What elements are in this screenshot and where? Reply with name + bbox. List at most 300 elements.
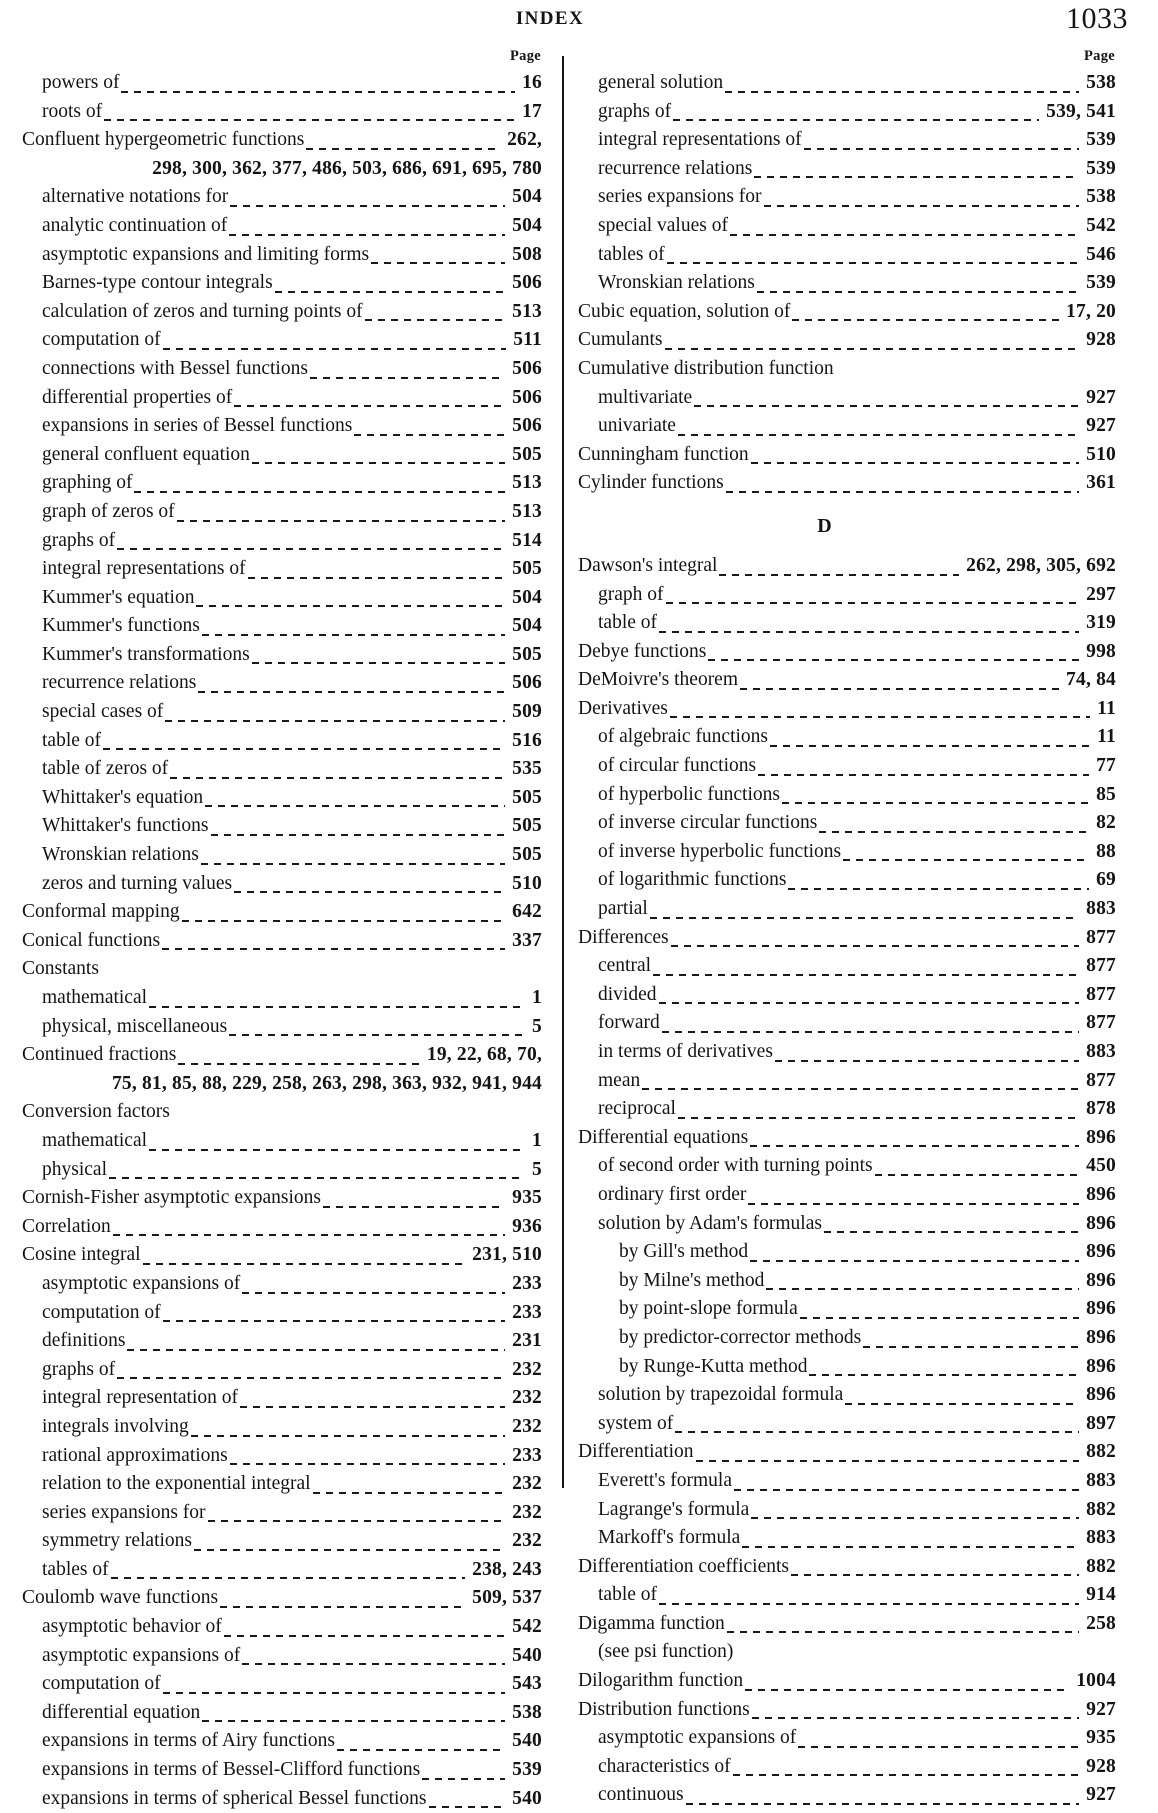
index-entry-label: expansions in series of Bessel functions [42, 415, 353, 437]
index-entry-page-number[interactable]: 513 [512, 472, 542, 494]
index-entry-page-number[interactable]: 542 [1086, 214, 1116, 236]
index-cross-reference: (see psi function) [598, 1641, 734, 1663]
index-entry-page-number[interactable]: 262, [507, 129, 542, 151]
index-entry[interactable] [598, 866, 1116, 895]
index-entry[interactable] [22, 1184, 542, 1213]
index-entry[interactable] [578, 638, 1116, 667]
index-entry-label: Wronskian relations [598, 272, 755, 294]
index-entry[interactable] [598, 1152, 1116, 1181]
index-entry-page-number[interactable]: 361 [1086, 472, 1116, 494]
index-entry[interactable] [42, 1727, 542, 1756]
leader-dots [800, 1305, 1079, 1324]
index-entry-page-number[interactable]: 540 [512, 1644, 542, 1666]
index-entry-label: by Milne's method [619, 1269, 765, 1291]
leader-dots [229, 222, 505, 241]
index-entry[interactable] [578, 469, 1116, 498]
index-entry-page-number[interactable]: 538 [1086, 72, 1116, 93]
index-entry-page-number[interactable]: 543 [512, 1673, 542, 1695]
index-entry-page-number[interactable]: 231 [512, 1330, 542, 1352]
index-entry-page-number[interactable]: 88 [1096, 840, 1116, 862]
index-entry-page-number[interactable]: 504 [512, 186, 542, 208]
index-entry[interactable] [22, 927, 542, 956]
index-entry[interactable] [578, 1610, 1116, 1639]
index-entry-label: Kummer's equation [42, 586, 195, 608]
index-entry[interactable] [42, 755, 542, 784]
index-entry[interactable] [42, 441, 542, 470]
index-entry-page-number[interactable]: 539 [1086, 129, 1116, 151]
index-entry[interactable] [42, 241, 542, 270]
index-entry[interactable] [598, 1753, 1116, 1782]
index-entry-page-number[interactable]: 513 [512, 500, 542, 522]
index-entry-page-number[interactable]: 883 [1086, 1041, 1116, 1062]
index-entry-label: Markoff's formula [598, 1527, 741, 1549]
index-entry-page-number[interactable]: 509, 537 [472, 1587, 542, 1609]
index-entry[interactable] [42, 183, 542, 212]
index-entry-page-number[interactable]: 319 [1086, 612, 1116, 634]
index-entry-page-number[interactable]: 5 [532, 1158, 542, 1180]
index-entry[interactable] [598, 895, 1116, 924]
index-entry-page-number[interactable]: 540 [512, 1730, 542, 1752]
index-entry-page-number[interactable]: 883 [1086, 898, 1116, 920]
index-entry-page-number[interactable]: 927 [1086, 1698, 1116, 1720]
index-entry-page-number[interactable]: 232 [512, 1473, 542, 1495]
leader-dots [804, 136, 1080, 155]
index-entry-page-number[interactable]: 511 [513, 329, 542, 351]
index-entry[interactable] [598, 1524, 1116, 1553]
index-entry-page-number[interactable]: 238, 243 [472, 1558, 542, 1580]
index-entry[interactable] [42, 1499, 542, 1528]
index-entry-page-number[interactable]: 69 [1096, 869, 1116, 891]
index-column-left [22, 48, 542, 1813]
leader-dots [101, 965, 542, 984]
index-entry-label: Cubic equation, solution of [578, 300, 791, 322]
index-entry[interactable] [42, 1470, 542, 1499]
leader-dots [149, 994, 525, 1013]
index-entry[interactable] [598, 126, 1116, 155]
index-entry[interactable] [598, 1781, 1116, 1810]
index-entry-page-number[interactable]: 19, 22, 68, 70, [426, 1044, 542, 1066]
index-entry-page-number[interactable]: 542 [512, 1616, 542, 1638]
index-entry-page-number[interactable]: 17, 20 [1066, 300, 1116, 322]
index-entry-page-number[interactable]: 539, 541 [1046, 100, 1116, 122]
index-entry-page-number[interactable]: 896 [1086, 1269, 1116, 1291]
index-entry-page-number[interactable]: 505 [512, 643, 542, 665]
index-entry-page-number[interactable]: 883 [1086, 1527, 1116, 1549]
index-entry[interactable] [598, 752, 1116, 781]
index-entry-page-number[interactable]: 896 [1086, 1326, 1116, 1348]
index-entry[interactable] [578, 298, 1116, 327]
index-entry[interactable] [22, 898, 542, 927]
leader-dots [194, 1537, 505, 1556]
index-entry-label: table of [598, 1584, 658, 1606]
index-entry-page-number[interactable]: 505 [512, 443, 542, 465]
leader-dots [671, 933, 1080, 952]
index-entry-label: Distribution functions [578, 1698, 750, 1720]
leader-dots [788, 876, 1089, 895]
index-entry-page-number[interactable]: 5 [532, 1015, 542, 1037]
index-entry[interactable] [42, 69, 542, 98]
index-entry-page-number[interactable]: 935 [1086, 1727, 1116, 1749]
index-entry[interactable] [598, 838, 1116, 867]
index-entry-page-number[interactable]: 232 [512, 1358, 542, 1380]
index-entry[interactable] [42, 669, 542, 698]
index-entry-page-number[interactable]: 1004 [1076, 1670, 1116, 1692]
index-entry[interactable] [42, 1270, 542, 1299]
index-entry-page-number[interactable]: 232 [512, 1501, 542, 1523]
index-entry[interactable] [42, 412, 542, 441]
leader-dots [734, 1477, 1079, 1496]
index-entry[interactable] [22, 1241, 542, 1270]
index-entry-page-number[interactable]: 506 [512, 672, 542, 694]
leader-dots [675, 1419, 1079, 1438]
index-entry[interactable] [598, 809, 1116, 838]
index-entry[interactable] [42, 355, 542, 384]
index-entry[interactable] [598, 1581, 1116, 1610]
index-entry[interactable] [22, 1213, 542, 1242]
index-entry-page-number[interactable]: 85 [1096, 783, 1116, 805]
index-entry-page-number[interactable]: 510 [1086, 443, 1116, 465]
index-entry-label: expansions in terms of Bessel-Clifford functions [42, 1759, 421, 1781]
index-entry-page-number[interactable]: 504 [512, 615, 542, 637]
index-entry-page-number[interactable]: 74, 84 [1066, 669, 1116, 691]
index-entry[interactable] [42, 1556, 542, 1585]
leader-dots [208, 1508, 506, 1527]
index-entry-page-number[interactable]: 231, 510 [472, 1244, 542, 1266]
leader-dots [230, 1451, 505, 1470]
index-entry-page-number[interactable]: 82 [1096, 812, 1116, 834]
index-entry-page-number[interactable]: 506 [512, 357, 542, 379]
index-entry[interactable] [42, 1756, 542, 1785]
index-entry[interactable] [42, 784, 542, 813]
index-entry[interactable] [598, 609, 1116, 638]
index-entry[interactable] [42, 841, 542, 870]
index-entry[interactable] [619, 1353, 1116, 1382]
index-entry[interactable] [42, 584, 542, 613]
index-entry-page-continuation[interactable]: 298, 300, 362, 377, 486, 503, 686, 691, 695, 780 [152, 157, 542, 179]
index-entry[interactable] [619, 1238, 1116, 1267]
index-entry-page-number[interactable]: 233 [512, 1301, 542, 1323]
leader-dots [650, 905, 1079, 924]
index-entry[interactable] [42, 612, 542, 641]
index-entry-label: Cosine integral [22, 1244, 141, 1266]
index-entry-page-number[interactable]: 914 [1086, 1584, 1116, 1606]
index-entry-page-number[interactable]: 896 [1086, 1212, 1116, 1234]
index-entry-label: graphs of [42, 1358, 116, 1380]
index-entry-page-number[interactable]: 504 [512, 214, 542, 236]
index-entry-page-number[interactable]: 509 [512, 701, 542, 723]
leader-dots [678, 1105, 1079, 1124]
index-entry-page-number[interactable]: 505 [512, 844, 542, 866]
index-entry[interactable] [598, 1181, 1116, 1210]
index-entry-page-number[interactable]: 516 [512, 729, 542, 751]
index-entry[interactable] [598, 98, 1116, 127]
index-entry[interactable] [22, 1584, 542, 1613]
index-entry-page-number[interactable]: 877 [1086, 983, 1116, 1005]
index-entry[interactable] [42, 1299, 542, 1328]
index-entry[interactable] [578, 1438, 1116, 1467]
index-entry[interactable] [42, 1384, 542, 1413]
leader-dots [429, 1794, 506, 1813]
index-entry[interactable] [578, 552, 1116, 581]
index-entry-page-number[interactable]: 258 [1086, 1612, 1116, 1634]
index-entry-label: series expansions for [42, 1501, 206, 1523]
index-entry-page-number[interactable]: 883 [1086, 1469, 1116, 1491]
index-entry-page-number[interactable]: 17 [522, 100, 542, 122]
index-entry[interactable] [598, 1724, 1116, 1753]
index-entry-label: Differentiation [578, 1441, 694, 1463]
index-entry[interactable] [619, 1295, 1116, 1324]
index-entry-label: Derivatives [578, 697, 668, 719]
index-entry[interactable] [42, 527, 542, 556]
index-entry-page-number[interactable]: 1 [532, 987, 542, 1008]
index-entry-label: Cylinder functions [578, 472, 724, 494]
index-entry-page-number[interactable]: 882 [1086, 1498, 1116, 1520]
index-entry-page-number[interactable]: 642 [512, 901, 542, 923]
index-entry-page-number[interactable]: 297 [1086, 583, 1116, 605]
leader-dots [170, 765, 505, 784]
index-entry[interactable] [42, 498, 542, 527]
index-entry[interactable] [42, 1013, 542, 1042]
index-entry-page-number[interactable]: 896 [1086, 1355, 1116, 1377]
leader-dots [726, 479, 1079, 498]
index-entry-page-number[interactable]: 927 [1086, 1784, 1116, 1806]
index-entry-page-continuation[interactable]: 75, 81, 85, 88, 229, 258, 263, 298, 363, 932, 941, 944 [111, 1072, 542, 1094]
index-entry[interactable] [598, 1381, 1116, 1410]
index-entry[interactable] [598, 1410, 1116, 1439]
index-entry-label: asymptotic expansions of [42, 1644, 241, 1666]
index-entry-page-number[interactable]: 538 [1086, 186, 1116, 208]
index-entry[interactable] [598, 781, 1116, 810]
leader-dots [252, 650, 505, 669]
index-entry-page-number[interactable]: 877 [1086, 1069, 1116, 1091]
leader-dots [162, 936, 505, 955]
index-entry-page-number[interactable]: 936 [512, 1215, 542, 1237]
index-entry-page-number[interactable]: 882 [1086, 1555, 1116, 1577]
leader-dots [275, 279, 505, 298]
index-entry-page-number[interactable]: 928 [1086, 1755, 1116, 1777]
index-entry[interactable] [42, 641, 542, 670]
index-entry[interactable] [42, 1527, 542, 1556]
index-entry-label: calculation of zeros and turning points of [42, 300, 363, 322]
leader-dots [752, 1705, 1079, 1724]
index-entry-page-number[interactable]: 506 [512, 415, 542, 437]
index-entry[interactable] [598, 952, 1116, 981]
leader-dots [733, 1762, 1080, 1781]
index-entry[interactable] [42, 1356, 542, 1385]
index-entry[interactable] [619, 1267, 1116, 1296]
index-entry[interactable] [42, 98, 542, 127]
index-entry-page-number[interactable]: 508 [512, 243, 542, 265]
index-entry[interactable] [578, 1696, 1116, 1725]
column-divider-rule [562, 56, 564, 1488]
index-entry-page-number[interactable]: 262, 298, 305, 692 [966, 554, 1116, 576]
index-entry[interactable] [578, 326, 1116, 355]
index-entry-page-number[interactable]: 16 [522, 72, 542, 93]
index-entry[interactable] [598, 183, 1116, 212]
index-entry-page-number[interactable]: 506 [512, 272, 542, 294]
index-entry[interactable] [42, 870, 542, 899]
index-entry-page-number[interactable]: 514 [512, 529, 542, 551]
index-entry-page-number[interactable]: 233 [512, 1444, 542, 1466]
index-entry[interactable] [42, 1785, 542, 1813]
index-entry-page-number[interactable]: 505 [512, 786, 542, 808]
index-entry[interactable] [42, 1327, 542, 1356]
index-entry[interactable] [578, 666, 1116, 695]
index-entry-page-number[interactable]: 877 [1086, 955, 1116, 977]
index-entry[interactable] [22, 126, 542, 155]
leader-dots [248, 565, 506, 584]
index-entry-label: roots of [42, 100, 103, 122]
index-entry[interactable] [22, 1041, 542, 1070]
index-entry-page-number[interactable]: 232 [512, 1415, 542, 1437]
index-entry[interactable] [598, 1210, 1116, 1239]
index-entry-page-number[interactable]: 998 [1086, 640, 1116, 662]
index-entry[interactable] [42, 1642, 542, 1671]
index-entry[interactable] [42, 1156, 542, 1185]
index-entry-page-number[interactable]: 11 [1097, 726, 1116, 748]
index-entry-label: reciprocal [598, 1098, 676, 1120]
index-entry[interactable] [598, 1009, 1116, 1038]
index-entry-page-number[interactable]: 896 [1086, 1384, 1116, 1406]
index-entry[interactable] [578, 1553, 1116, 1582]
index-entry[interactable] [42, 1127, 542, 1156]
index-entry-label: of hyperbolic functions [598, 783, 780, 805]
index-entry[interactable] [598, 1067, 1116, 1096]
index-entry-page-number[interactable]: 896 [1086, 1241, 1116, 1263]
index-entry[interactable] [42, 469, 542, 498]
index-entry-page-number[interactable]: 882 [1086, 1441, 1116, 1463]
index-entry-label: rational approximations [42, 1444, 228, 1466]
index-entry-page-number[interactable]: 450 [1086, 1155, 1116, 1177]
index-entry[interactable] [598, 1095, 1116, 1124]
leader-dots [665, 336, 1080, 355]
index-entry-page-number[interactable]: 11 [1097, 697, 1116, 719]
index-entry-page-number[interactable]: 546 [1086, 243, 1116, 265]
index-entry-page-number[interactable]: 539 [1086, 157, 1116, 179]
index-entry[interactable] [598, 69, 1116, 98]
index-entry[interactable] [598, 269, 1116, 298]
index-entry[interactable] [42, 698, 542, 727]
leader-dots [242, 1651, 505, 1670]
index-entry[interactable] [598, 384, 1116, 413]
index-entry-label: by predictor-corrector methods [619, 1326, 862, 1348]
index-entry[interactable] [619, 1324, 1116, 1353]
index-entry[interactable] [42, 1699, 542, 1728]
index-entry-page-number[interactable]: 505 [512, 558, 542, 580]
leader-dots [229, 1022, 525, 1041]
index-entry[interactable] [578, 1667, 1116, 1696]
index-entry[interactable] [598, 212, 1116, 241]
index-entry-label: DeMoivre's theorem [578, 669, 739, 691]
index-entry-page-number[interactable]: 539 [512, 1759, 542, 1781]
index-entry-page-number[interactable]: 232 [512, 1530, 542, 1552]
index-entry-page-number[interactable]: 337 [512, 929, 542, 951]
index-entry[interactable] [42, 727, 542, 756]
index-entry-page-number[interactable]: 878 [1086, 1098, 1116, 1120]
index-entry[interactable] [578, 924, 1116, 953]
index-entry-label: Debye functions [578, 640, 707, 662]
index-entry[interactable] [598, 581, 1116, 610]
index-entry-page-number[interactable]: 538 [512, 1701, 542, 1723]
index-entry[interactable] [598, 155, 1116, 184]
index-entry-label: of algebraic functions [598, 726, 769, 748]
index-entry[interactable] [598, 723, 1116, 752]
index-entry-page-number[interactable]: 506 [512, 386, 542, 408]
index-entry[interactable] [42, 212, 542, 241]
index-entry[interactable] [578, 1124, 1116, 1153]
index-entry-page-number[interactable]: 896 [1086, 1298, 1116, 1320]
index-entry-page-number[interactable]: 877 [1086, 926, 1116, 948]
index-entry-page-number[interactable]: 505 [512, 815, 542, 837]
index-entry-label: asymptotic expansions of [598, 1727, 797, 1749]
index-entry-page-number[interactable]: 77 [1096, 755, 1116, 777]
index-entry-label: Conical functions [22, 929, 161, 951]
index-entry[interactable] [598, 412, 1116, 441]
index-entry-page-number[interactable]: 896 [1086, 1183, 1116, 1205]
index-entry-page-number[interactable]: 539 [1086, 272, 1116, 294]
index-entry[interactable] [42, 555, 542, 584]
index-entry[interactable] [42, 1442, 542, 1471]
index-entry[interactable] [42, 298, 542, 327]
index-entry-page-number[interactable]: 927 [1086, 386, 1116, 408]
index-entry[interactable] [578, 695, 1116, 724]
leader-dots [117, 536, 505, 555]
index-entry-page-number[interactable]: 896 [1086, 1126, 1116, 1148]
index-entry-label: central [598, 955, 652, 977]
index-entry-page-number[interactable]: 877 [1086, 1012, 1116, 1034]
index-entry[interactable] [598, 1496, 1116, 1525]
index-entry-label: Digamma function [578, 1612, 725, 1634]
index-entry-label: Barnes-type contour integrals [42, 272, 273, 294]
index-entry-page-number[interactable]: 504 [512, 586, 542, 608]
index-entry[interactable] [598, 1038, 1116, 1067]
index-entry-page-number[interactable]: 928 [1086, 329, 1116, 351]
index-entry[interactable] [598, 981, 1116, 1010]
index-entry[interactable] [22, 1098, 542, 1127]
leader-dots [670, 704, 1090, 723]
index-entry-page-number[interactable]: 927 [1086, 415, 1116, 437]
index-entry[interactable] [42, 384, 542, 413]
index-entry-page-number[interactable]: 1 [532, 1129, 542, 1151]
leader-dots [757, 279, 1079, 298]
index-entry[interactable] [42, 1613, 542, 1642]
index-entry-page-number[interactable]: 535 [512, 758, 542, 780]
index-entry-page-number[interactable]: 510 [512, 872, 542, 894]
index-entry[interactable] [42, 1413, 542, 1442]
index-entry[interactable] [42, 326, 542, 355]
index-entry-label: Differential equations [578, 1126, 749, 1148]
index-entry-page-number[interactable]: 897 [1086, 1412, 1116, 1434]
index-entry[interactable] [578, 441, 1116, 470]
index-entry[interactable] [578, 355, 1116, 384]
index-entry-page-number[interactable]: 513 [512, 300, 542, 322]
index-entry-label: Constants [22, 958, 99, 980]
index-entry-page-number[interactable]: 540 [512, 1787, 542, 1809]
index-entry-label: Kummer's transformations [42, 643, 250, 665]
leader-dots [149, 1137, 525, 1156]
index-entry-page-number[interactable]: 233 [512, 1272, 542, 1294]
index-entry-page-number[interactable]: 935 [512, 1187, 542, 1209]
index-entry[interactable] [42, 269, 542, 298]
index-entry[interactable] [22, 955, 542, 984]
index-entry-page-number[interactable]: 232 [512, 1387, 542, 1409]
index-entry[interactable] [598, 1467, 1116, 1496]
index-entry[interactable] [42, 1670, 542, 1699]
index-entry-label: Differentiation coefficients [578, 1555, 789, 1577]
index-entry[interactable] [42, 812, 542, 841]
index-entry[interactable] [598, 241, 1116, 270]
index-entry[interactable] [42, 984, 542, 1013]
